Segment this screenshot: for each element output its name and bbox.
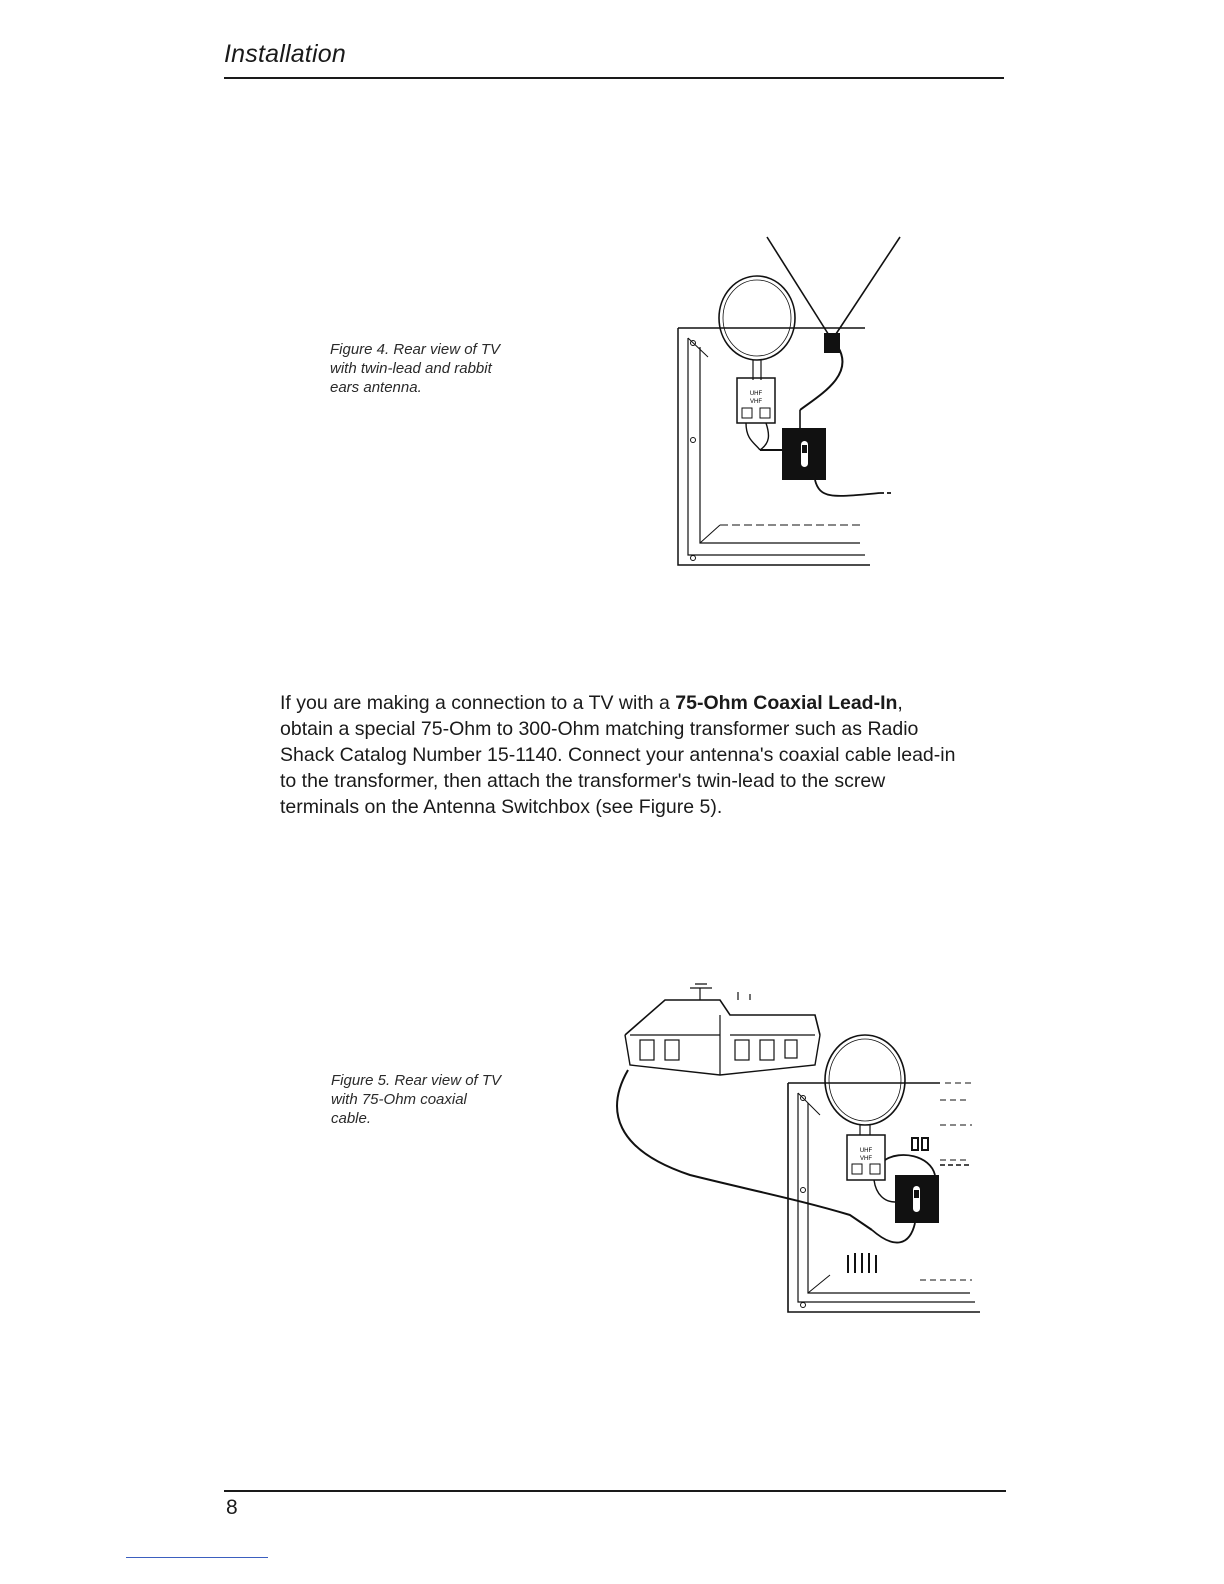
figure-4-caption-line: with twin-lead and rabbit (330, 360, 492, 377)
figure-5-caption-line: Figure 5. Rear view of TV (331, 1072, 502, 1089)
figure-5-illustration (610, 980, 990, 1320)
figure-4-illustration (660, 225, 910, 570)
figure-5-caption (331, 1071, 501, 1128)
loop-antenna (825, 1035, 905, 1125)
page-number: 8 (226, 1496, 238, 1519)
game-switch-box (872, 1155, 970, 1243)
body-text-rest: , obtain a special 75-Ohm to 300-Ohm matching transformer such as Radio Shack Catalog Number 15-1140. Connect your antenna's coaxial cable lead-in to the transformer, then attach the transformer's twin-lead to the screw terminals on the Antenna Switchbox (see Figure 5). (280, 692, 956, 818)
figure-4-caption-line: ears antenna. (330, 379, 422, 396)
vhf-terminal-label: VHF (860, 1156, 872, 1162)
coaxial-cable (617, 1070, 872, 1230)
body-text-emphasis: 75-Ohm Coaxial Lead-In (675, 692, 898, 714)
header-rule (224, 77, 1004, 79)
tv-rear-frame (788, 1083, 980, 1312)
body-paragraph (280, 690, 960, 820)
antenna-switchbox (847, 1135, 895, 1202)
house-drawing (625, 984, 820, 1075)
vhf-terminal-label: VHF (750, 399, 762, 405)
figure-4-caption (330, 340, 500, 397)
loop-antenna (719, 276, 795, 360)
body-text-intro: If you are making a connection to a TV with a (280, 692, 676, 714)
uhf-terminal-label: UHF (749, 391, 763, 397)
page-header-title: Installation (224, 40, 346, 68)
tv-rear-frame (678, 328, 870, 565)
game-switch-box (760, 410, 892, 496)
rabbit-ears-antenna (767, 237, 900, 410)
figure-4-caption-line: Figure 4. Rear view of TV (330, 341, 501, 358)
uhf-terminal-label: UHF (859, 1148, 873, 1154)
figure-5-caption-line: cable. (331, 1110, 372, 1127)
footer-link-underline (126, 1557, 268, 1558)
figure-5-caption-line: with 75-Ohm coaxial (331, 1091, 467, 1108)
antenna-switchbox (737, 378, 775, 450)
footer-rule (224, 1490, 1006, 1492)
